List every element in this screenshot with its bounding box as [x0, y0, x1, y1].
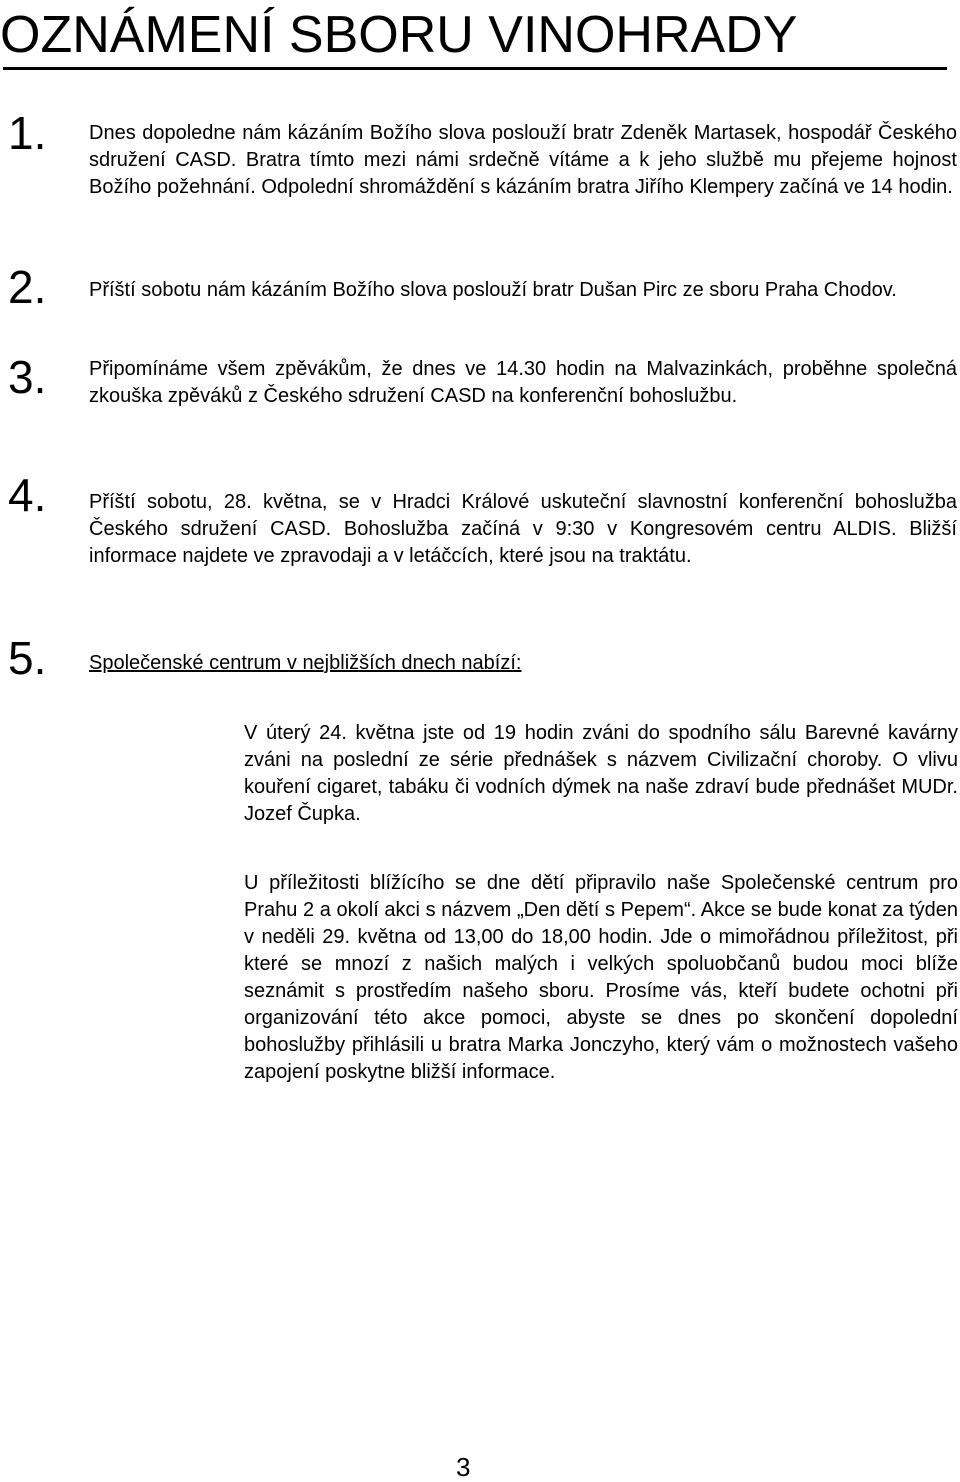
item-text-2: Příští sobotu nám kázáním Božího slova poslouží bratr Dušan Pirc ze sboru Praha Chodov. [89, 279, 897, 301]
item-number-5: 5. [8, 632, 47, 684]
item-text-1: Dnes dopoledne nám kázáním Božího slova poslouží bratr Zdeněk Martasek, hospodář Českého sdružení CASD. Bratra tímto mezi námi srdečně vítáme a k jeho službě mu přejeme hojnost Božího požehnání. Odpolední shromáždění s kázáním bratra Jiřího Klempery začíná ve 14 hodin. [89, 122, 957, 198]
item-text-4: Příští sobotu, 28. května, se v Hradci Králové uskuteční slavnostní konferenční bohoslužba Českého sdružení CASD. Bohoslužba začíná v 9:30 v Kongresovém centru ALDIS. Bližší informace najdete ve zpravodaji a v letáčcích, které jsou na traktátu. [89, 491, 957, 567]
item-5-paragraph-1: V úterý 24. května jste od 19 hodin zváni do spodního sálu Barevné kavárny zváni na poslední ze série přednášek s názvem Civilizační choroby. O vlivu kouření cigaret, tabáku či vodních dýmek na naše zdraví bude přednášet MUDr. Jozef Čupka. [244, 722, 958, 825]
item-heading-5: Společenské centrum v nejbližších dnech nabízí: [89, 652, 522, 674]
item-number-1: 1. [8, 107, 47, 159]
item-5-paragraph-2: U příležitosti blížícího se dne dětí připravilo naše Společenské centrum pro Prahu 2 a okolí akci s názvem „Den dětí s Pepem“. Akce se bude konat za týden v neděli 29. května od 13,00 do 18,00 hodin. Jde o mimořádnou příležitost, při které se mnozí z našich malých i velkých spoluobčanů budou moci blíže seznámit s prostředím našeho sboru. Prosíme vás, kteří budete ochotni při organizování této akce pomoci, abyste se dnes po skončení dopolední bohoslužby přihlásili u bratra Marka Jonczyho, který vám o možnostech vašeho zapojení poskytne bližší informace. [244, 872, 958, 1083]
item-number-2: 2. [8, 261, 47, 313]
title-underline-rule [3, 67, 947, 70]
page-title: OZNÁMENÍ SBORU VINOHRADY [0, 6, 798, 64]
item-number-4: 4. [8, 469, 47, 521]
item-number-3: 3. [8, 351, 47, 403]
item-text-3: Připomínáme všem zpěvákům, že dnes ve 14.30 hodin na Malvazinkách, proběhne společná zkouška zpěváků z Českého sdružení CASD na konferenční bohoslužbu. [89, 358, 957, 407]
page-number: 3 [456, 1452, 471, 1482]
